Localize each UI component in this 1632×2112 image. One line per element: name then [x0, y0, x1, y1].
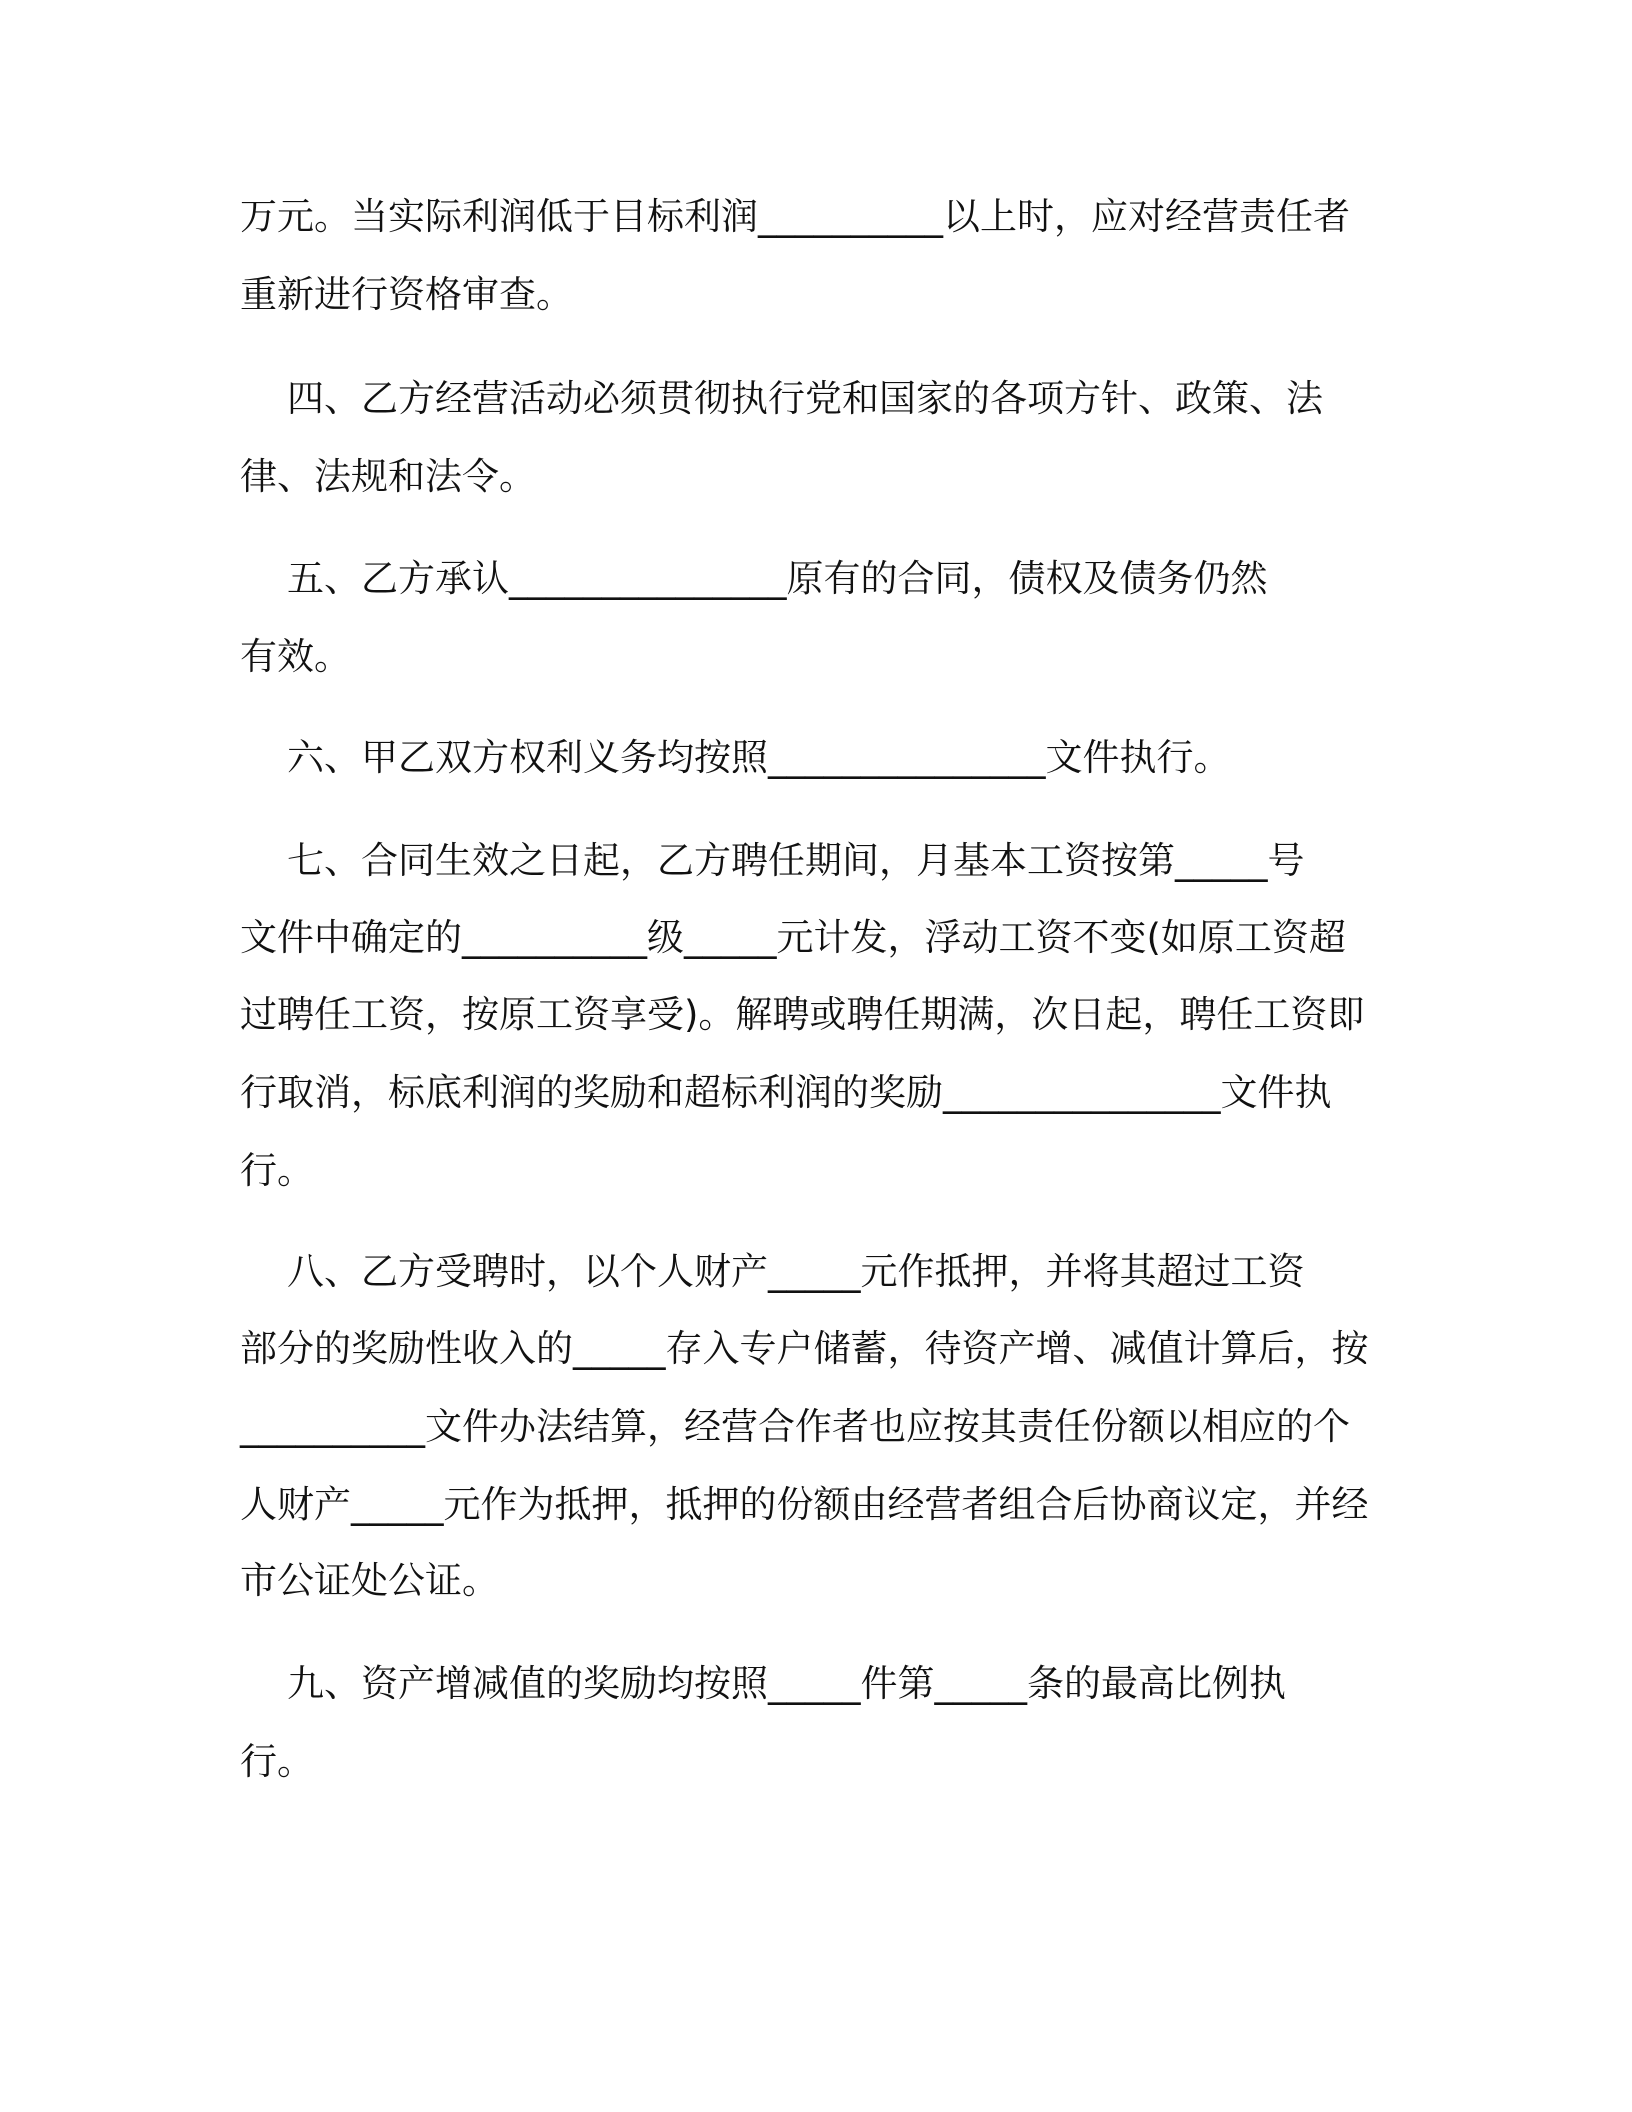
text-line: 行。	[240, 1740, 314, 1783]
text-line: 律、法规和法令。	[240, 455, 536, 498]
text-line: 过聘任工资，按原工资享受)。解聘或聘任期满，次日起，聘任工资即	[240, 993, 1365, 1036]
text-line: 八、乙方受聘时，以个人财产_____元作抵押，并将其超过工资	[240, 1250, 1305, 1293]
text-line: 文件中确定的__________级_____元计发，浮动工资不变(如原工资超	[240, 916, 1346, 959]
text-line: __________文件办法结算，经营合作者也应按其责任份额以相应的个	[240, 1405, 1350, 1448]
text-line: 重新进行资格审查。	[240, 273, 573, 316]
text-line: 万元。当实际利润低于目标利润__________以上时，应对经营责任者	[240, 195, 1350, 238]
text-line: 部分的奖励性收入的_____存入专户储蓄，待资产增、减值计算后，按	[240, 1327, 1369, 1370]
text-line: 市公证处公证。	[240, 1559, 499, 1602]
text-line: 人财产_____元作为抵押，抵押的份额由经营者组合后协商议定，并经	[240, 1483, 1369, 1526]
text-line: 五、乙方承认_______________原有的合同，债权及债务仍然	[240, 557, 1268, 600]
text-line: 行。	[240, 1149, 314, 1192]
text-line: 六、甲乙双方权利义务均按照_______________文件执行。	[240, 736, 1231, 779]
text-line: 行取消，标底利润的奖励和超标利润的奖励_______________文件执	[240, 1071, 1332, 1114]
text-line: 有效。	[240, 635, 351, 678]
text-line: 九、资产增减值的奖励均按照_____件第_____条的最高比例执	[240, 1662, 1287, 1705]
text-line: 四、乙方经营活动必须贯彻执行党和国家的各项方针、政策、法	[240, 377, 1324, 420]
text-line: 七、合同生效之日起，乙方聘任期间，月基本工资按第_____号	[240, 839, 1305, 882]
